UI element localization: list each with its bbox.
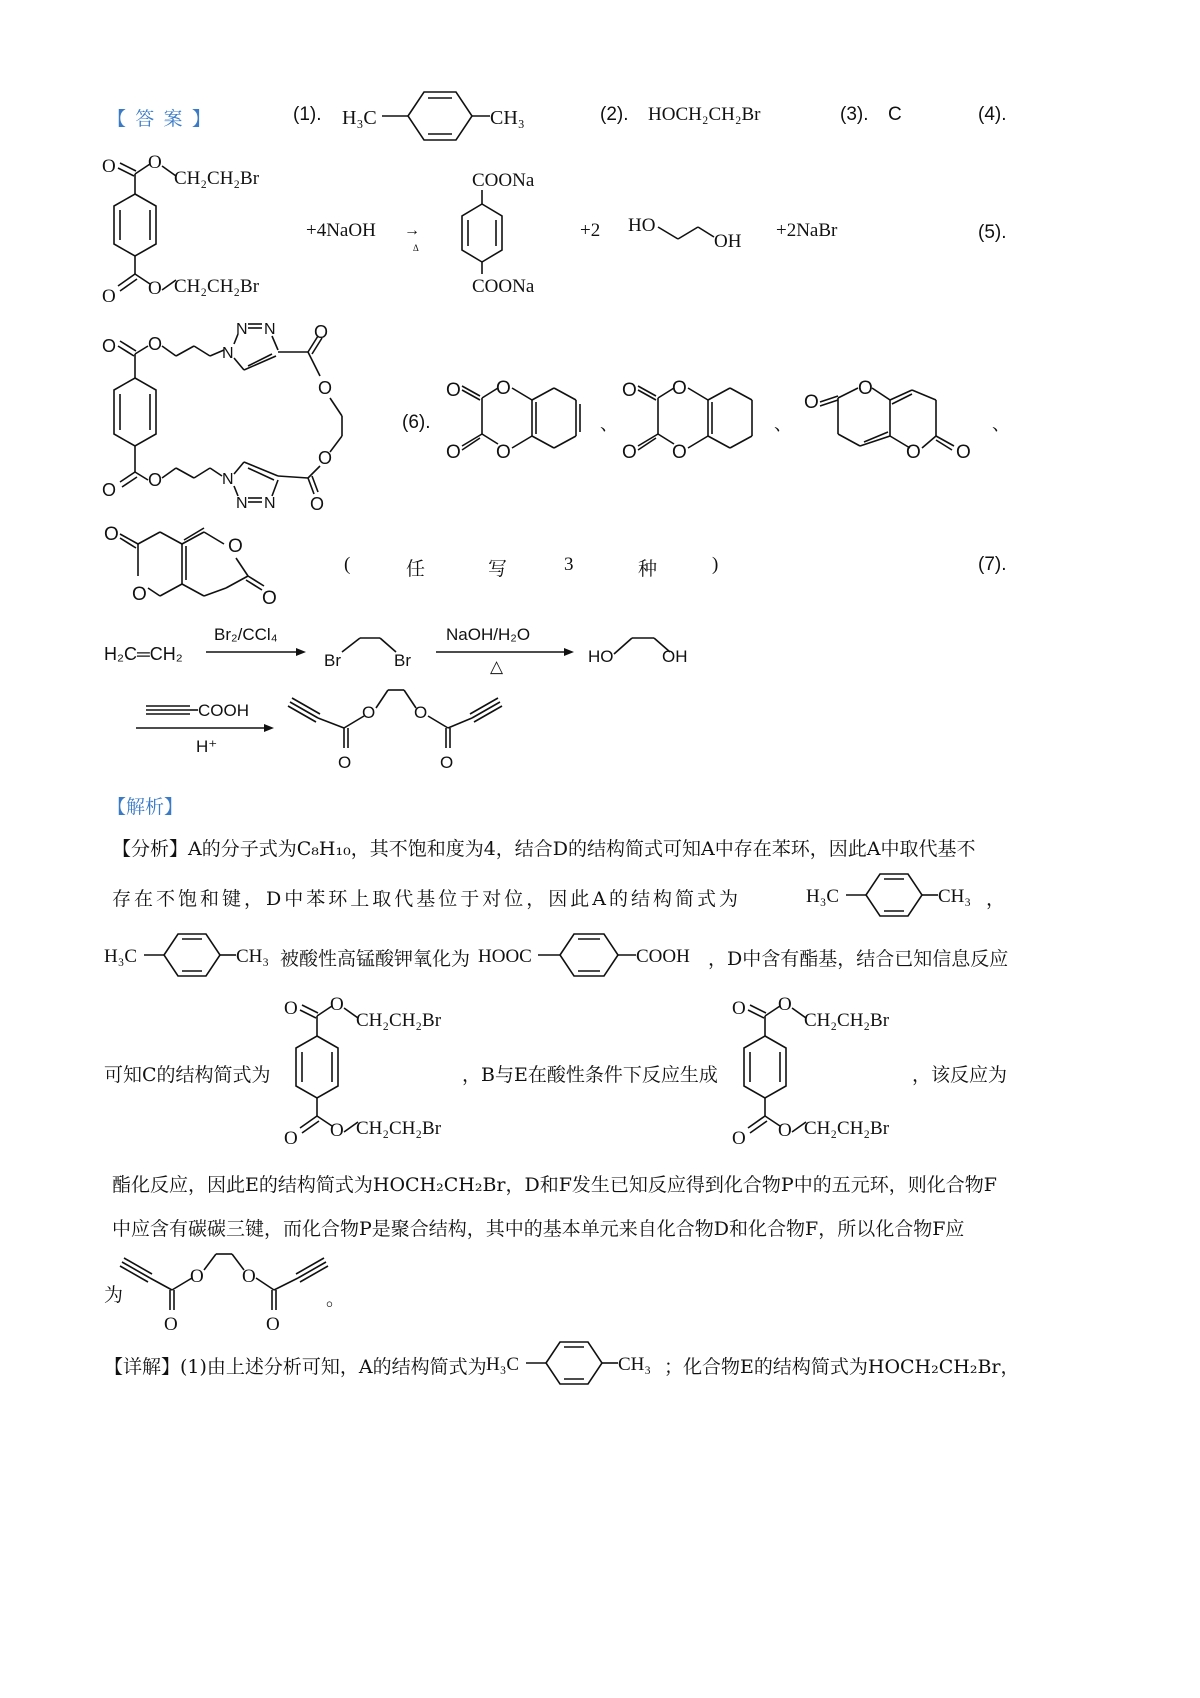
p-xylene-inline <box>806 870 976 920</box>
o-label: O <box>314 322 329 342</box>
br-label: Br <box>324 651 341 670</box>
o-label: O <box>956 442 971 463</box>
o-label: O <box>148 278 162 299</box>
note6-close: ) <box>712 554 719 575</box>
answer-2-text: HOCH₂CH₂Br <box>648 104 761 125</box>
svg-text:、: 、 <box>992 414 1010 434</box>
analysis-text-4b: ，B与E在酸性条件下反应生成 <box>462 1064 718 1086</box>
analysis-label: 【解析】 <box>107 797 184 818</box>
analysis-text-5: 酯化反应，因此E的结构简式为HOCH₂CH₂Br，D和F发生已知反应得到化合物P中的五元环，则化合物F <box>112 1174 997 1196</box>
macrocycle-p-structure <box>98 316 378 512</box>
analysis-line-5 <box>112 1170 1102 1200</box>
isomer-1-structure <box>440 372 630 468</box>
item-number-6: (6). <box>402 412 431 433</box>
eq4-nabr: +2NaBr <box>776 220 838 241</box>
o-label: O <box>318 448 333 468</box>
analysis-text-7b: 。 <box>326 1288 346 1310</box>
note6-open: ( <box>344 554 351 575</box>
ethylene-label: H₂C═CH₂ <box>104 644 183 664</box>
analysis-text-6: 中应含有碳碳三键，而化合物P是聚合结构，其中的基本单元来自化合物D和化合物F，所以化合物F应 <box>112 1218 965 1240</box>
analysis-text-1: A的分子式为C₈H₁₀，其不饱和度为4，结合D的结构简式可知A中存在苯环，因此A中取代基不 <box>188 838 976 860</box>
o-label: O <box>858 378 873 399</box>
note6-xie: 写 <box>488 559 508 580</box>
svg-text:CH₃: CH₃ <box>938 886 972 907</box>
svg-text:O: O <box>266 1314 280 1334</box>
h3c-label: H₃C <box>342 107 377 129</box>
o-label: O <box>148 334 163 354</box>
o-label: O <box>228 536 243 557</box>
o-label: O <box>102 480 117 500</box>
o-label: O <box>672 442 687 463</box>
svg-text:CH₂CH₂Br: CH₂CH₂Br <box>804 1010 890 1031</box>
separator: 、 <box>600 414 618 434</box>
answer-3-text: C <box>888 104 902 125</box>
analysis-text-3b: ，D中含有酯基，结合已知信息反应 <box>708 948 1009 970</box>
ethylene-glycol-structure <box>626 205 756 255</box>
analysis-line-1 <box>112 834 1102 864</box>
svg-text:COOH: COOH <box>636 946 690 967</box>
o-label: O <box>362 703 376 722</box>
item-number-3: (3). <box>840 104 869 125</box>
o-label: O <box>102 286 116 307</box>
analysis-text-4c: ，该反应为 <box>912 1064 1008 1086</box>
o-label: O <box>622 442 637 463</box>
svg-text:CH₂CH₂Br: CH₂CH₂Br <box>356 1010 442 1031</box>
disodium-terephthalate-structure <box>448 160 568 300</box>
diester-c-inline-1 <box>280 990 470 1150</box>
o-label: O <box>132 584 147 605</box>
item-number-2: (2). <box>600 104 629 125</box>
o-label: O <box>102 336 117 356</box>
o-label: O <box>104 524 119 545</box>
svg-text:O: O <box>732 1128 746 1149</box>
svg-text:O: O <box>778 994 792 1015</box>
o-label: O <box>318 378 333 398</box>
svg-text:CH₃: CH₃ <box>618 1354 652 1375</box>
detail-lead: 【详解】 <box>104 1356 181 1378</box>
diester-c-structure <box>98 150 298 308</box>
o-label: O <box>310 494 325 512</box>
svg-text:O: O <box>284 998 298 1019</box>
o-label: O <box>148 470 163 490</box>
delta-label: △ <box>490 657 504 676</box>
ho-label: HO <box>628 215 656 236</box>
svg-text:O: O <box>330 994 344 1015</box>
ch2ch2br-label: CH₂CH₂Br <box>174 276 260 297</box>
o-label: O <box>622 380 637 401</box>
compound-f-inline <box>118 1250 338 1334</box>
n-label: N <box>264 321 276 338</box>
coona-label: COONa <box>472 170 535 191</box>
note6-zhong: 种 <box>638 559 658 580</box>
oh-label: OH <box>714 231 742 252</box>
analysis-line-6 <box>112 1214 1102 1244</box>
o-label: O <box>496 378 511 399</box>
ho-label: HO <box>588 647 614 666</box>
svg-text:H₃C: H₃C <box>486 1354 520 1375</box>
o-label: O <box>446 442 461 463</box>
item-number-1: (1). <box>293 104 322 125</box>
o-label: O <box>338 753 352 772</box>
reagent-1: Br₂/CCl₄ <box>214 625 278 644</box>
svg-text:CH₂CH₂Br: CH₂CH₂Br <box>356 1118 442 1139</box>
analysis-comma: ， <box>986 888 1006 910</box>
isomer-3-structure <box>796 372 1016 468</box>
diester-c-inline-2 <box>728 990 918 1150</box>
analysis-text-2: 存在不饱和键，D中苯环上取代基位于对位，因此A的结构简式为 <box>112 888 741 910</box>
o-label: O <box>672 378 687 399</box>
detail-text-1a: (1)由上述分析可知，A的结构简式为 <box>180 1356 487 1378</box>
item-number-4: (4). <box>978 104 1007 125</box>
n-label: N <box>264 495 276 512</box>
item-number-7: (7). <box>978 554 1007 575</box>
analysis-text-4a: 可知C的结构简式为 <box>104 1064 271 1086</box>
svg-text:O: O <box>164 1314 178 1334</box>
eq4-naoh: +4NaOH <box>306 220 376 241</box>
svg-text:H₃C: H₃C <box>806 886 840 907</box>
p-xylene-inline-2 <box>104 930 274 980</box>
svg-text:HOOC: HOOC <box>478 946 532 967</box>
oh-label: OH <box>662 647 688 666</box>
o-label: O <box>102 156 116 177</box>
isomer-2-structure <box>616 372 806 468</box>
h-plus-label: H⁺ <box>196 737 218 756</box>
svg-text:O: O <box>284 1128 298 1149</box>
p-xylene-inline-3 <box>486 1338 666 1388</box>
note6-ren: 任 <box>406 559 426 580</box>
acid-label: COOH <box>198 701 249 720</box>
svg-text:O: O <box>242 1266 256 1287</box>
svg-text:CH₂CH₂Br: CH₂CH₂Br <box>804 1118 890 1139</box>
br-label: Br <box>394 651 411 670</box>
n-label: N <box>222 471 234 488</box>
p-xylene-structure <box>340 88 530 144</box>
o-label: O <box>906 442 921 463</box>
svg-text:O: O <box>778 1120 792 1141</box>
svg-text:O: O <box>330 1120 344 1141</box>
o-label: O <box>262 588 277 609</box>
svg-text:、: 、 <box>774 414 792 434</box>
item-number-5: (5). <box>978 222 1007 243</box>
svg-text:O: O <box>190 1266 204 1287</box>
note6-3: 3 <box>564 554 574 575</box>
coona-label: COONa <box>472 276 535 297</box>
o-label: O <box>804 392 819 413</box>
terephthalic-acid-inline <box>478 930 708 980</box>
svg-text:H₃C: H₃C <box>104 946 138 967</box>
o-label: O <box>446 380 461 401</box>
synthesis-route <box>98 616 718 776</box>
analysis-text-7a: 为 <box>104 1284 124 1306</box>
ch2ch2br-label: CH₂CH₂Br <box>174 168 260 189</box>
n-label: N <box>236 495 248 512</box>
reagent-2: NaOH/H₂O <box>446 625 531 644</box>
svg-text:O: O <box>732 998 746 1019</box>
analysis-text-3a: 被酸性高锰酸钾氧化为 <box>280 948 471 970</box>
svg-text:CH₃: CH₃ <box>236 946 270 967</box>
o-label: O <box>496 442 511 463</box>
n-label: N <box>222 345 234 362</box>
ch3-label: CH₃ <box>490 107 525 129</box>
answer-label: 【 答 案 】 <box>107 109 213 130</box>
o-label: O <box>440 753 454 772</box>
eq4-plus2: +2 <box>580 220 601 241</box>
eq4-delta: Δ <box>413 243 419 253</box>
analysis-lead: 【分析】 <box>112 838 189 860</box>
o-label: O <box>414 703 428 722</box>
eq4-arrow: → <box>404 222 420 239</box>
detail-text-1b: ；化合物E的结构简式为HOCH₂CH₂Br， <box>664 1356 1020 1378</box>
isomer-4-structure <box>98 518 298 610</box>
o-label: O <box>148 152 162 173</box>
n-label: N <box>236 321 248 338</box>
detail-line <box>104 1352 487 1379</box>
